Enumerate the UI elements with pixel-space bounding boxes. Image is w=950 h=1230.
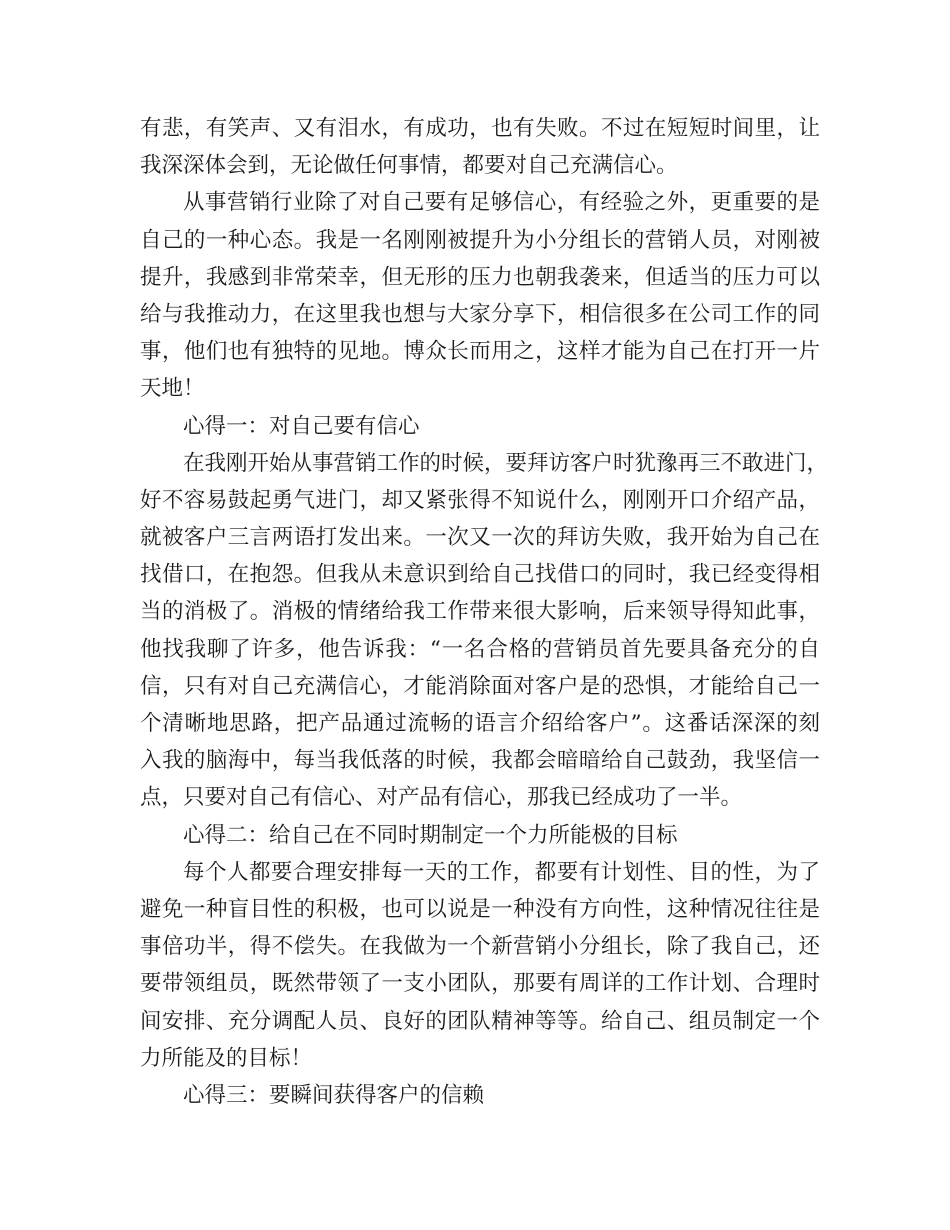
text-line: 点，只要对自己有信心、对产品有信心，那我已经成功了一半。 — [140, 785, 743, 811]
text-line: 就被客户三言两语打发出来。一次又一次的拜访失败，我开始为自己在 — [140, 525, 820, 551]
text-line: 当的消极了。消极的情绪给我工作带来很大影响，后来领导得知此事， — [140, 599, 820, 625]
section-heading: 心得二：给自己在不同时期制定一个力所能极的目标 — [183, 822, 678, 848]
text-line: 提升，我感到非常荣幸，但无形的压力也朝我袭来，但适当的压力可以 — [140, 264, 820, 290]
text-line: 找借口，在抱怨。但我从未意识到给自己找借口的同时，我已经变得相 — [140, 562, 820, 588]
section-heading: 心得一：对自己要有信心 — [183, 413, 420, 439]
text-line: 我深深体会到，无论做任何事情，都要对自己充满信心。 — [140, 153, 678, 179]
text-line: 个清晰地思路，把产品通过流畅的语言介绍给客户”。这番话深深的刻 — [140, 711, 820, 736]
text-line: 好不容易鼓起勇气进门，却又紧张得不知说什么，刚刚开口介绍产品， — [140, 487, 820, 513]
text-line: 给与我推动力，在这里我也想与大家分享下，相信很多在公司工作的同 — [140, 301, 820, 327]
text-line: 要带领组员，既然带领了一支小团队，那要有周详的工作计划、合理时 — [140, 971, 820, 997]
text-line: 有悲，有笑声、又有泪水，有成功，也有失败。不过在短短时间里，让 — [140, 116, 820, 141]
text-line: 天地！ — [140, 376, 205, 402]
text-line: 事倍功半，得不偿失。在我做为一个新营销小分组长，除了我自己，还 — [140, 934, 820, 960]
text-line: 入我的脑海中，每当我低落的时候，我都会暗暗给自己鼓劲，我坚信一 — [140, 748, 820, 774]
paragraph-start-line: 在我刚开始从事营销工作的时候，要拜访客户时犹豫再三不敢进门， — [183, 450, 829, 476]
text-line: 他找我聊了许多，他告诉我：“一名合格的营销员首先要具备充分的自 — [140, 636, 820, 662]
text-line: 自己的一种心态。我是一名刚刚被提升为小分组长的营销人员，对刚被 — [140, 227, 820, 253]
section-heading: 心得三：要瞬间获得客户的信赖 — [183, 1082, 485, 1108]
document-page — [140, 110, 829, 1114]
text-line: 力所能及的目标！ — [140, 1045, 313, 1071]
paragraph-start-line: 从事营销行业除了对自己要有足够信心，有经验之外，更重要的是 — [183, 190, 820, 216]
text-line: 信，只有对自己充满信心，才能消除面对客户是的恐惧，才能给自己一 — [140, 673, 820, 699]
text-line: 避免一种盲目性的积极，也可以说是一种没有方向性，这种情况往往是 — [140, 896, 820, 922]
text-line: 间安排、充分调配人员、良好的团队精神等等。给自己、组员制定一个 — [140, 1008, 820, 1034]
paragraph-start-line: 每个人都要合理安排每一天的工作，都要有计划性、目的性，为了 — [183, 859, 820, 885]
text-line: 事，他们也有独特的见地。博众长而用之，这样才能为自己在打开一片 — [140, 339, 820, 365]
